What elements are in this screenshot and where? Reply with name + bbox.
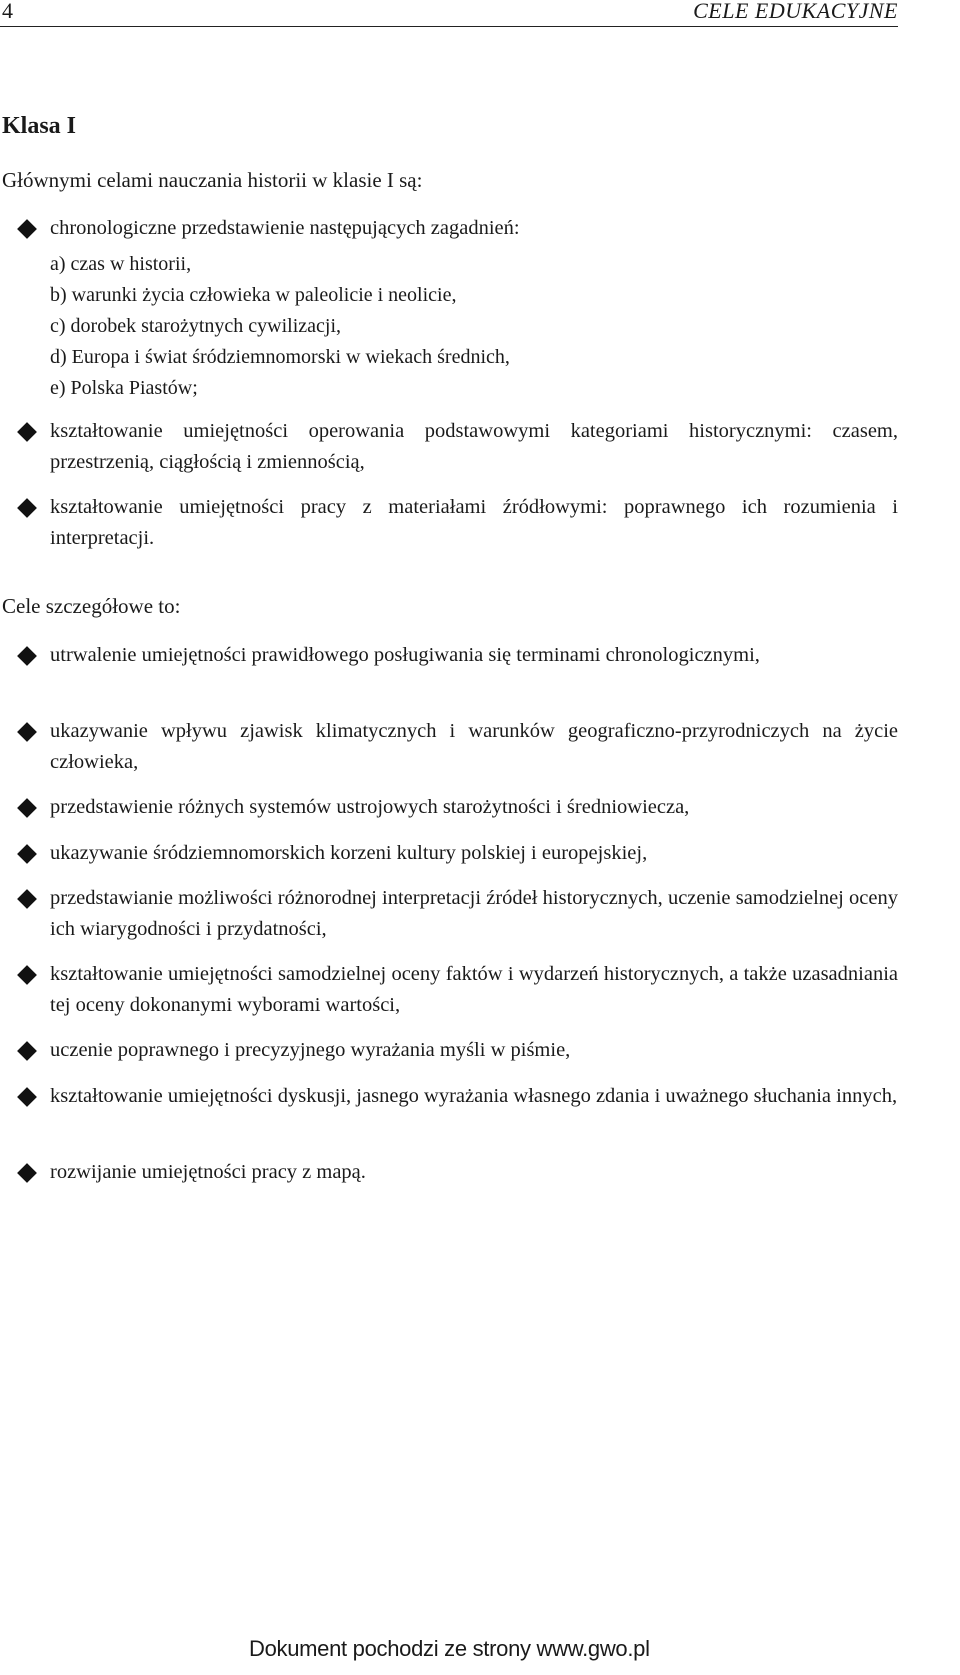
diamond-bullet-icon (17, 646, 37, 666)
sub-item: b) warunki życia człowieka w paleolicie i neolicie, (50, 284, 457, 306)
list-item-text: kształtowanie umiejętności operowania podstawowymi kategoriami historycznymi: czasem, przestrzenią, ciągłością i zmiennością, (50, 420, 898, 473)
list-item-text: przedstawianie możliwości różnorodnej interpretacji źródeł historycznych, uczenie samodzielnej oceny ich wiarygodności i przydatności, (50, 887, 898, 940)
diamond-bullet-icon (17, 844, 37, 864)
diamond-bullet-icon (17, 798, 37, 818)
intro-paragraph: Głównymi celami nauczania historii w klasie I są: (2, 168, 423, 192)
list-item-text: ukazywanie wpływu zjawisk klimatycznych i warunków geograficzno-przyrodniczych na życie człowieka, (50, 720, 898, 773)
list-item-text: utrwalenie umiejętności prawidłowego posługiwania się terminami chronologicznymi, (50, 644, 760, 666)
list-item-text: przedstawienie różnych systemów ustrojowych starożytności i średniowiecza, (50, 796, 690, 818)
list-item-text: rozwijanie umiejętności pracy z mapą. (50, 1161, 366, 1183)
detail-heading: Cele szczegółowe to: (2, 594, 181, 618)
sub-item: c) dorobek starożytnych cywilizacji, (50, 315, 341, 337)
diamond-bullet-icon (17, 219, 37, 239)
page-number: 4 (2, 0, 13, 23)
list-item-text: kształtowanie umiejętności samodzielnej oceny faktów i wydarzeń historycznych, a także uzasadniania tej oceny dokonanymi wyborami wartości, (50, 963, 898, 1016)
sub-item: e) Polska Piastów; (50, 377, 198, 399)
diamond-bullet-icon (17, 498, 37, 518)
diamond-bullet-icon (17, 1041, 37, 1061)
diamond-bullet-icon (17, 1087, 37, 1107)
diamond-bullet-icon (17, 722, 37, 742)
list-item-text: kształtowanie umiejętności pracy z materiałami źródłowymi: poprawnego ich rozumienia i interpretacji. (50, 496, 898, 549)
diamond-bullet-icon (17, 1163, 37, 1183)
page-header (0, 0, 898, 27)
footer-source: Dokument pochodzi ze strony www.gwo.pl (249, 1636, 650, 1661)
list-item-text: ukazywanie śródziemnomorskich korzeni kultury polskiej i europejskiej, (50, 842, 648, 864)
diamond-bullet-icon (17, 889, 37, 909)
running-head: CELE EDUKACYJNE (693, 0, 898, 23)
section-title: Klasa I (2, 113, 77, 139)
diamond-bullet-icon (17, 422, 37, 442)
diamond-bullet-icon (17, 965, 37, 985)
list-item-text: kształtowanie umiejętności dyskusji, jasnego wyrażania własnego zdania i uważnego słuchania innych, (50, 1085, 898, 1107)
sub-item: d) Europa i świat śródziemnomorski w wiekach średnich, (50, 346, 510, 368)
list-item-text: chronologiczne przedstawienie następujących zagadnień: (50, 217, 520, 239)
list-item-text: uczenie poprawnego i precyzyjnego wyrażania myśli w piśmie, (50, 1039, 571, 1061)
sub-item: a) czas w historii, (50, 253, 192, 275)
